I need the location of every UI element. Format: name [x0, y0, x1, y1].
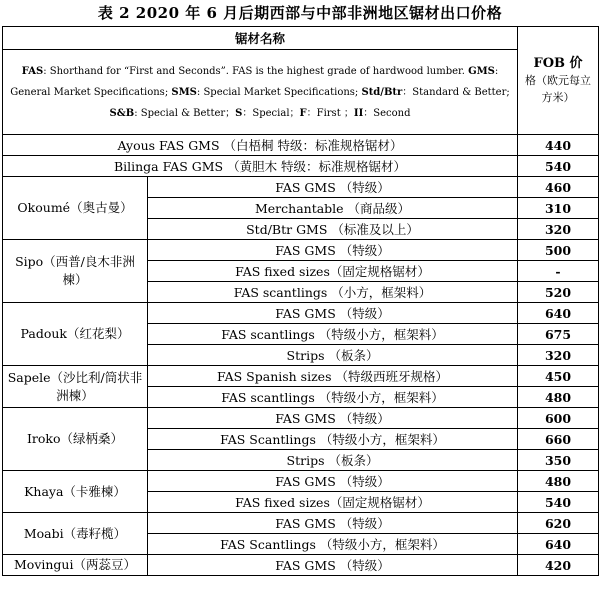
price-cell: -: [518, 261, 599, 282]
price-cell: 480: [518, 471, 599, 492]
price-cell: 310: [518, 198, 599, 219]
price-cell: 640: [518, 534, 599, 555]
species-cell: Sipo（西普/良木非洲楝）: [3, 240, 148, 303]
price-cell: 320: [518, 345, 599, 366]
price-cell: 520: [518, 282, 599, 303]
price-cell: 420: [518, 555, 599, 576]
fob-label: FOB 价: [533, 56, 583, 71]
price-cell: 480: [518, 387, 599, 408]
legend-ii-abbr: II: [353, 107, 364, 119]
legend-gms-desc: : General Market Specifications;: [10, 65, 499, 98]
price-table: [2, 26, 599, 576]
legend-stdbtr-abbr: Std/Btr: [361, 86, 403, 98]
species-cell: Padouk（红花梨）: [3, 303, 148, 366]
grade-cell: FAS Scantlings （特级小方，框架料）: [148, 534, 518, 555]
legend-sms-desc: : Special Market Specifications;: [196, 86, 362, 98]
legend-fas-desc: : Shorthand for “First and Seconds”. FAS is the highest grade of hardwood lumber.: [43, 65, 469, 77]
legend-ii-desc: ：Second: [363, 107, 411, 119]
price-cell: 640: [518, 303, 599, 324]
abbreviation-legend: [3, 50, 518, 135]
price-cell: 450: [518, 366, 599, 387]
table-row: [3, 240, 599, 261]
grade-cell: FAS scantlings （特级小方，框架料）: [148, 324, 518, 345]
grade-cell: FAS GMS （特级）: [148, 471, 518, 492]
table-row: [3, 177, 599, 198]
price-cell: 350: [518, 450, 599, 471]
table-title: 表 2 2020 年 6 月后期西部与中部非洲地区锯材出口价格: [97, 4, 503, 22]
species-cell: Khaya（卡雅楝）: [3, 471, 148, 513]
table-row: [3, 366, 599, 387]
species-cell: Iroko（绿柄桑）: [3, 408, 148, 471]
grade-cell: Std/Btr GMS （标准及以上）: [148, 219, 518, 240]
price-cell: 620: [518, 513, 599, 534]
grade-cell: FAS Scantlings （特级小方，框架料）: [148, 429, 518, 450]
legend-s-abbr: S: [235, 107, 243, 119]
grade-cell: Strips （板条）: [148, 345, 518, 366]
price-cell: 600: [518, 408, 599, 429]
grade-cell: Merchantable （商品级）: [148, 198, 518, 219]
grade-cell: FAS GMS （特级）: [148, 555, 518, 576]
price-cell: 675: [518, 324, 599, 345]
legend-f-desc: ：First ；: [306, 107, 354, 119]
timber-full-name: Ayous FAS GMS （白梧桐 特级：标准规格锯材）: [3, 135, 518, 156]
grade-cell: FAS GMS （特级）: [148, 408, 518, 429]
price-cell: 660: [518, 429, 599, 450]
table-row: [3, 513, 599, 534]
table-row: [3, 303, 599, 324]
grade-cell: FAS fixed sizes（固定规格锯材）: [148, 261, 518, 282]
species-cell: Movingui（两蕊豆）: [3, 555, 148, 576]
legend-gms-abbr: GMS: [468, 65, 495, 77]
table-row: [3, 471, 599, 492]
grade-cell: FAS scantlings （特级小方，框架料）: [148, 387, 518, 408]
table-row: [3, 135, 599, 156]
legend-row: [3, 50, 599, 135]
price-cell: 320: [518, 219, 599, 240]
grade-cell: FAS GMS （特级）: [148, 177, 518, 198]
price-cell: 440: [518, 135, 599, 156]
species-cell: Moabi（毒籽榄）: [3, 513, 148, 555]
grade-cell: FAS Spanish sizes （特级西班牙规格）: [148, 366, 518, 387]
table-row: [3, 408, 599, 429]
species-cell: Okoumé（奥古曼）: [3, 177, 148, 240]
legend-stdbtr-desc: ：Standard & Better;: [402, 86, 510, 98]
legend-f-abbr: F: [299, 107, 307, 119]
price-cell: 460: [518, 177, 599, 198]
timber-name-header: 锯材名称: [3, 27, 518, 50]
legend-s-desc: ：Special；: [242, 107, 300, 119]
table-row: [3, 555, 599, 576]
table-row: [3, 156, 599, 177]
timber-full-name: Bilinga FAS GMS （黄胆木 特级：标准规格锯材）: [3, 156, 518, 177]
grade-cell: FAS fixed sizes（固定规格锯材）: [148, 492, 518, 513]
grade-cell: FAS scantlings （小方，框架料）: [148, 282, 518, 303]
grade-cell: Strips （板条）: [148, 450, 518, 471]
fob-price-header: [518, 27, 599, 135]
legend-sb-abbr: S&B: [109, 107, 135, 119]
legend-sb-desc: : Special & Better；: [134, 107, 236, 119]
species-cell: Sapele（沙比利/筒状非洲楝）: [3, 366, 148, 408]
grade-cell: FAS GMS （特级）: [148, 303, 518, 324]
header-row: [3, 27, 599, 50]
price-cell: 540: [518, 492, 599, 513]
fob-unit: 格（欧元每立方米）: [525, 74, 592, 104]
price-cell: 500: [518, 240, 599, 261]
legend-sms-abbr: SMS: [171, 86, 197, 98]
grade-cell: FAS GMS （特级）: [148, 513, 518, 534]
grade-cell: FAS GMS （特级）: [148, 240, 518, 261]
legend-fas-abbr: FAS: [21, 65, 44, 77]
price-cell: 540: [518, 156, 599, 177]
